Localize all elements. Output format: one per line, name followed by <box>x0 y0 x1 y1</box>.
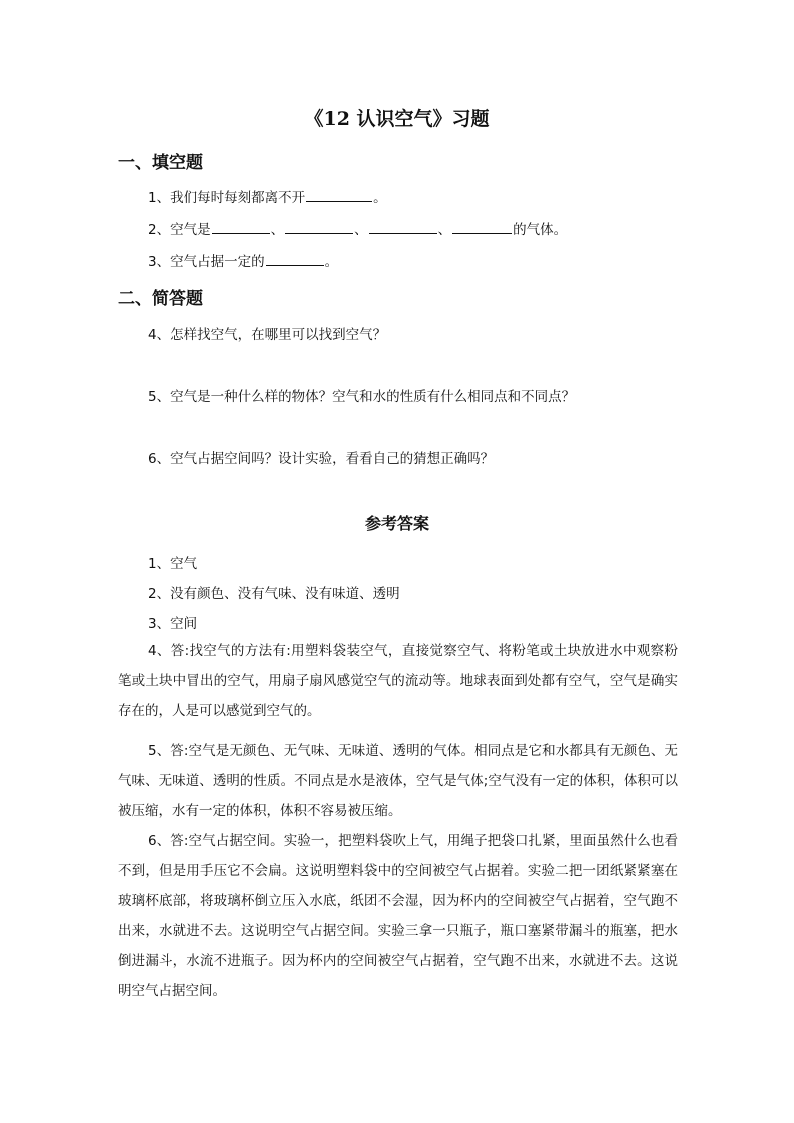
question-4: 4、怎样找空气，在哪里可以找到空气？ <box>148 327 387 343</box>
question-3 <box>148 250 338 270</box>
answer-blank <box>266 251 324 266</box>
question-2-sep: 、 <box>437 222 452 238</box>
question-2-sep: 、 <box>270 222 285 238</box>
answer-blank <box>452 219 512 234</box>
answer-5: 5、答:空气是无颜色、无气味、无味道、透明的气体。相同点是它和水都具有无颜色、无气味、无味道、透明的性质。不同点是水是液体，空气是气体;空气没有一定的体积，体积可以被压缩，水有一定的体积，体积不容易被压缩。 <box>118 743 678 819</box>
question-2-sep: 、 <box>354 222 368 238</box>
question-1-end: 。 <box>373 190 387 206</box>
answer-4: 4、答:找空气的方法有:用塑料袋装空气，直接觉察空气、将粉笔或土块放进水中观察粉笔或土块中冒出的空气，用扇子扇风感觉空气的流动等。地球表面到处都有空气，空气是确实存在的，人是可以感觉到空气的。 <box>118 643 678 719</box>
answer-blank <box>285 219 353 234</box>
answer-1: 1、空气 <box>148 556 198 572</box>
answer-blank <box>212 219 270 234</box>
question-2 <box>148 218 567 238</box>
answers-heading: 参考答案 <box>364 514 429 533</box>
question-2-end: 的气体。 <box>513 222 568 238</box>
question-6: 6、空气占据空间吗？设计实验，看看自己的猜想正确吗？ <box>148 451 495 467</box>
answer-2: 2、没有颜色、没有气味、没有味道、透明 <box>148 586 400 602</box>
question-1-text: 1、我们每时每刻都离不开 <box>148 190 306 206</box>
section-heading-fill-blank: 一、填空题 <box>118 153 203 173</box>
question-5: 5、空气是一种什么样的物体？空气和水的性质有什么相同点和不同点？ <box>148 389 576 405</box>
answer-blank <box>369 219 437 234</box>
answer-3: 3、空间 <box>148 616 198 632</box>
answer-blank <box>306 187 372 202</box>
question-2-text: 2、空气是 <box>148 222 211 238</box>
section-heading-short-answer: 二、简答题 <box>118 289 203 309</box>
document-title: 《12 认识空气》习题 <box>304 108 490 130</box>
question-3-end: 。 <box>324 254 339 270</box>
answer-6: 6、答:空气占据空间。实验一，把塑料袋吹上气，用绳子把袋口扎紧，里面虽然什么也看不到，但是用手压它不会扁。这说明塑料袋中的空间被空气占据着。实验二把一团纸紧紧塞在玻璃杯底部，将玻璃杯倒立压入水底，纸团不会湿，因为杯内的空间被空气占据着，空气跑不出来，水就进不去。这说明空气占据空间。实验三拿一只瓶子，瓶口塞紧带漏斗的瓶塞，把水倒进漏斗，水流不进瓶子。因为杯内的空间被空气占据着，空气跑不出来，水就进不去。这说明空气占据空间。 <box>118 833 678 999</box>
question-1 <box>148 186 387 206</box>
question-3-text: 3、空气占据一定的 <box>148 254 265 270</box>
